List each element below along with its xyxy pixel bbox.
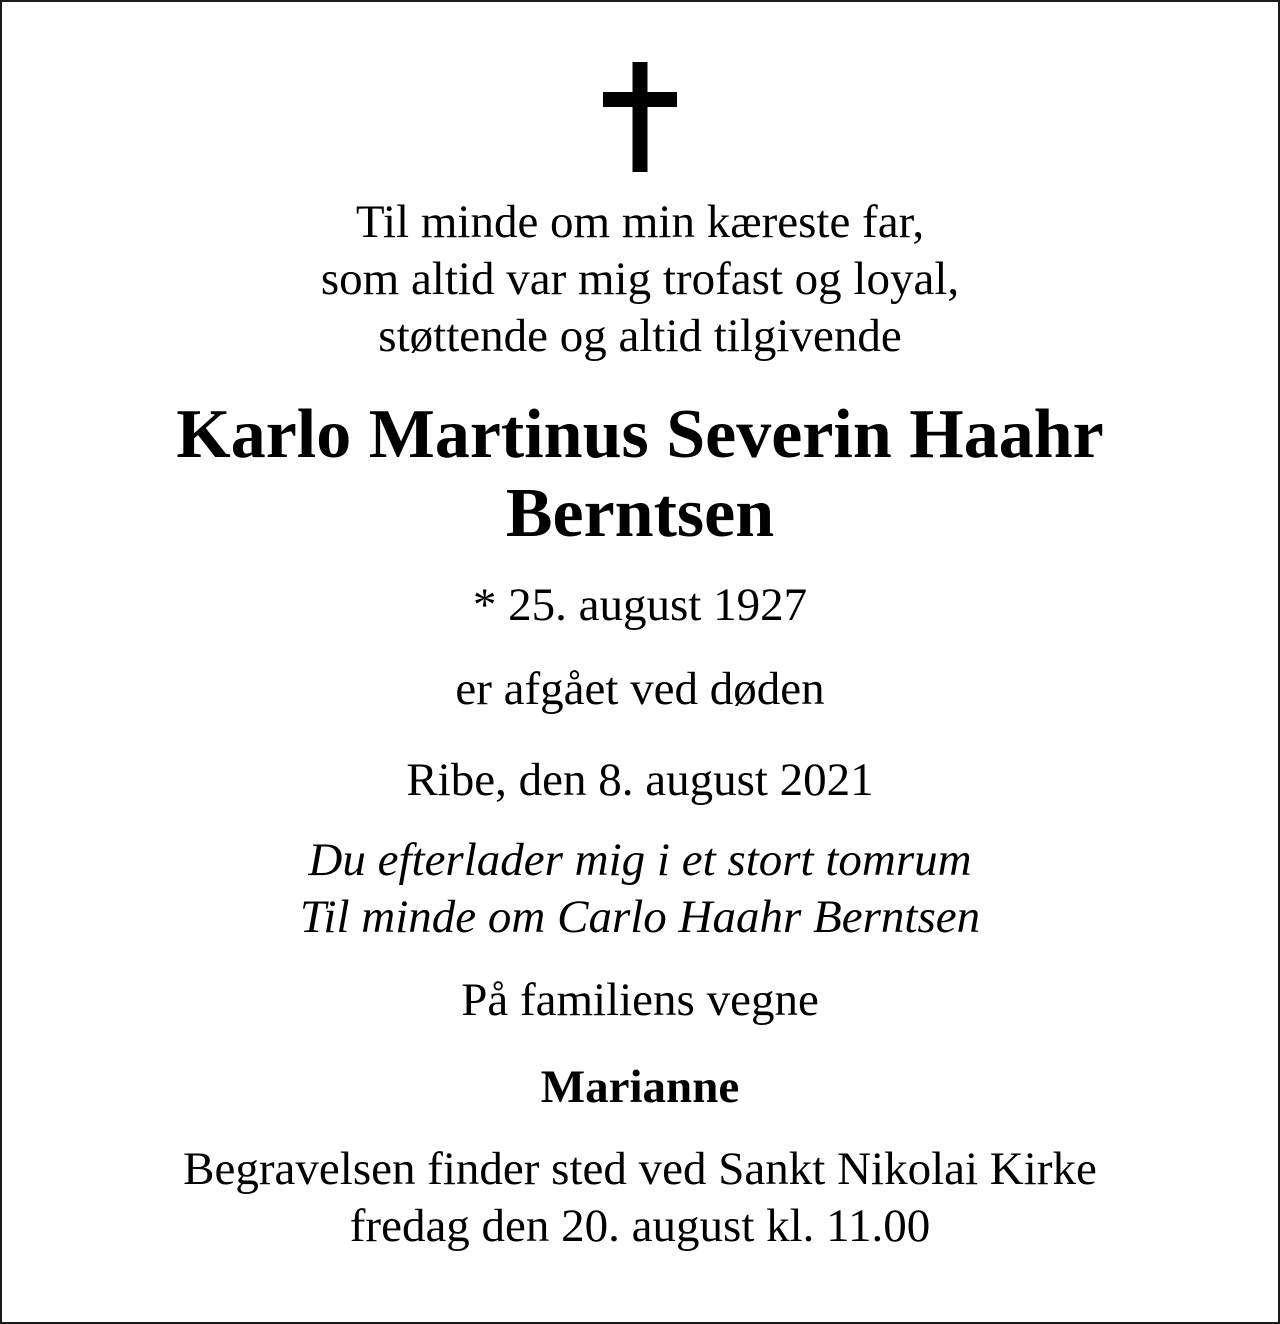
deceased-name: Karlo Martinus Severin Haahr Berntsen: [176, 396, 1104, 552]
farewell-verse: [2, 832, 1278, 946]
funeral-info-line-2: fredag den 20. august kl. 11.00: [349, 1200, 931, 1252]
funeral-info: [2, 1141, 1278, 1255]
place-and-date: Ribe, den 8. august 2021: [406, 754, 874, 806]
funeral-info-line-1: Begravelsen finder sted ved Sankt Nikolai Kirke: [183, 1143, 1097, 1195]
memorial-verse: [2, 194, 1278, 365]
death-statement: er afgået ved døden: [455, 663, 825, 715]
birth-date: * 25. august 1927: [472, 579, 808, 631]
cross-icon: [603, 62, 677, 172]
memorial-verse-line-3: støttende og altid tilgivende: [378, 310, 902, 362]
on-behalf-text: På familiens vegne: [461, 974, 819, 1026]
memorial-verse-line-2: som altid var mig trofast og loyal,: [320, 253, 960, 305]
farewell-verse-line-1: Du efterlader mig i et stort tomrum: [308, 834, 972, 886]
farewell-verse-line-2: Til minde om Carlo Haahr Berntsen: [299, 891, 981, 943]
signature-name: Marianne: [540, 1061, 740, 1113]
memorial-verse-line-1: Til minde om min kæreste far,: [355, 196, 925, 248]
